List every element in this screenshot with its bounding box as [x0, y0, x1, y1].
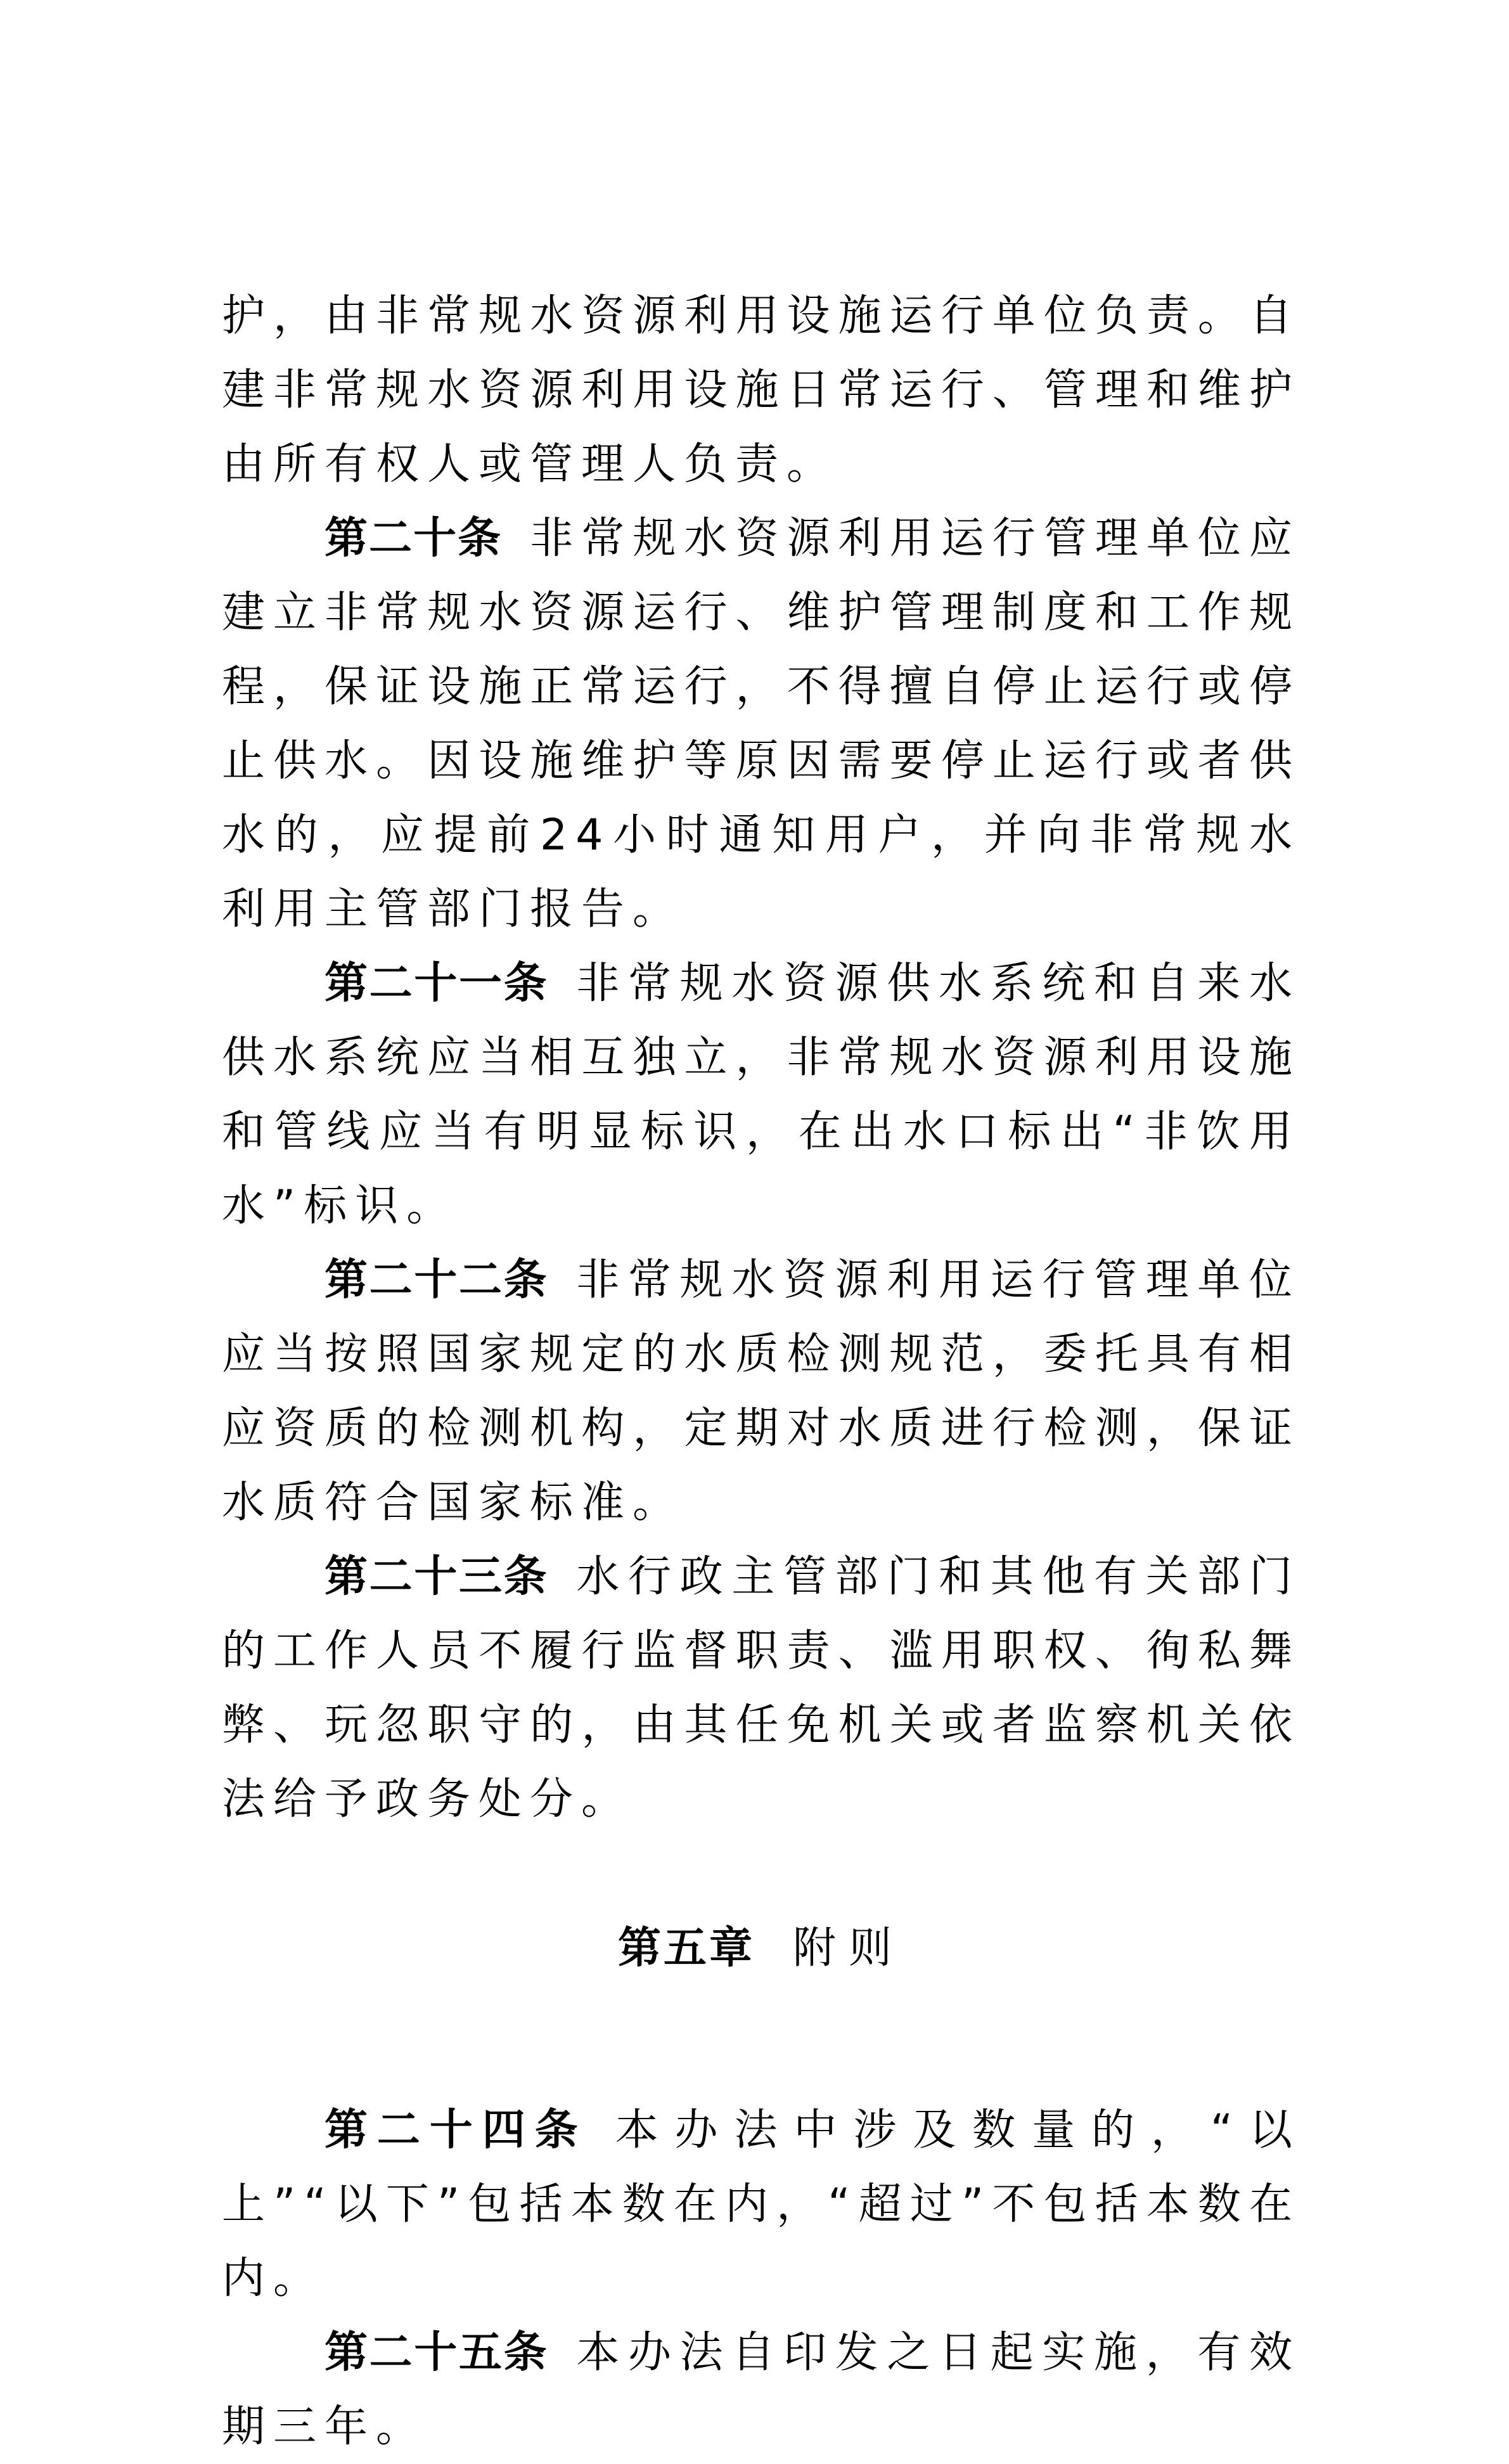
article-body: 水行政主管部门和其他有关部门的工作人员不履行监督职责、滥用职权、徇私舞弊、玩忽职守的，由其任免机关或者监察机关依法给予政务处分。: [222, 1552, 1300, 1824]
document-page: [222, 279, 1300, 2464]
article-title: 第二十条: [324, 513, 503, 564]
article-title: 第二十三条: [324, 1552, 549, 1602]
chapter-number: 第五章: [617, 1923, 755, 1973]
article-20: [222, 501, 1300, 946]
article-21: [222, 946, 1300, 1243]
article-title: 第二十一条: [324, 958, 549, 1009]
continuation-paragraph: 护，由非常规水资源利用设施运行单位负责。自建非常规水资源利用设施日常运行、管理和维护由所有权人或管理人负责。: [222, 291, 1300, 489]
article-22: [222, 1243, 1300, 1540]
article-title: 第二十四条: [324, 2105, 588, 2155]
chapter-heading: [222, 1911, 1300, 1985]
article-title: 第二十二条: [324, 1255, 549, 1305]
article-body: 非常规水资源供水系统和自来水供水系统应当相互独立，非常规水资源利用设施和管线应当有明显标识，在出水口标出“非饮用水”标识。: [222, 958, 1300, 1231]
article-title: 第二十五条: [324, 2328, 549, 2378]
article-body: 非常规水资源利用运行管理单位应建立非常规水资源运行、维护管理制度和工作规程，保证设施正常运行，不得擅自停止运行或停止供水。因设施维护等原因需要停止运行或者供水的，应提前24小时通知用户，并向非常规水利用主管部门报告。: [222, 513, 1300, 934]
chapter-name: 附则: [793, 1923, 905, 1973]
article-23: [222, 1540, 1300, 1836]
article-25: [222, 2316, 1300, 2464]
article-body: 本办法自印发之日起实施，有效期三年。: [222, 2328, 1300, 2452]
article-24: [222, 2093, 1300, 2316]
article-body: 非常规水资源利用运行管理单位应当按照国家规定的水质检测规范，委托具有相应资质的检测机构，定期对水质进行检测，保证水质符合国家标准。: [222, 1255, 1300, 1528]
article-body: 本办法中涉及数量的，“以上”“以下”包括本数在内，“超过”不包括本数在内。: [222, 2105, 1300, 2304]
